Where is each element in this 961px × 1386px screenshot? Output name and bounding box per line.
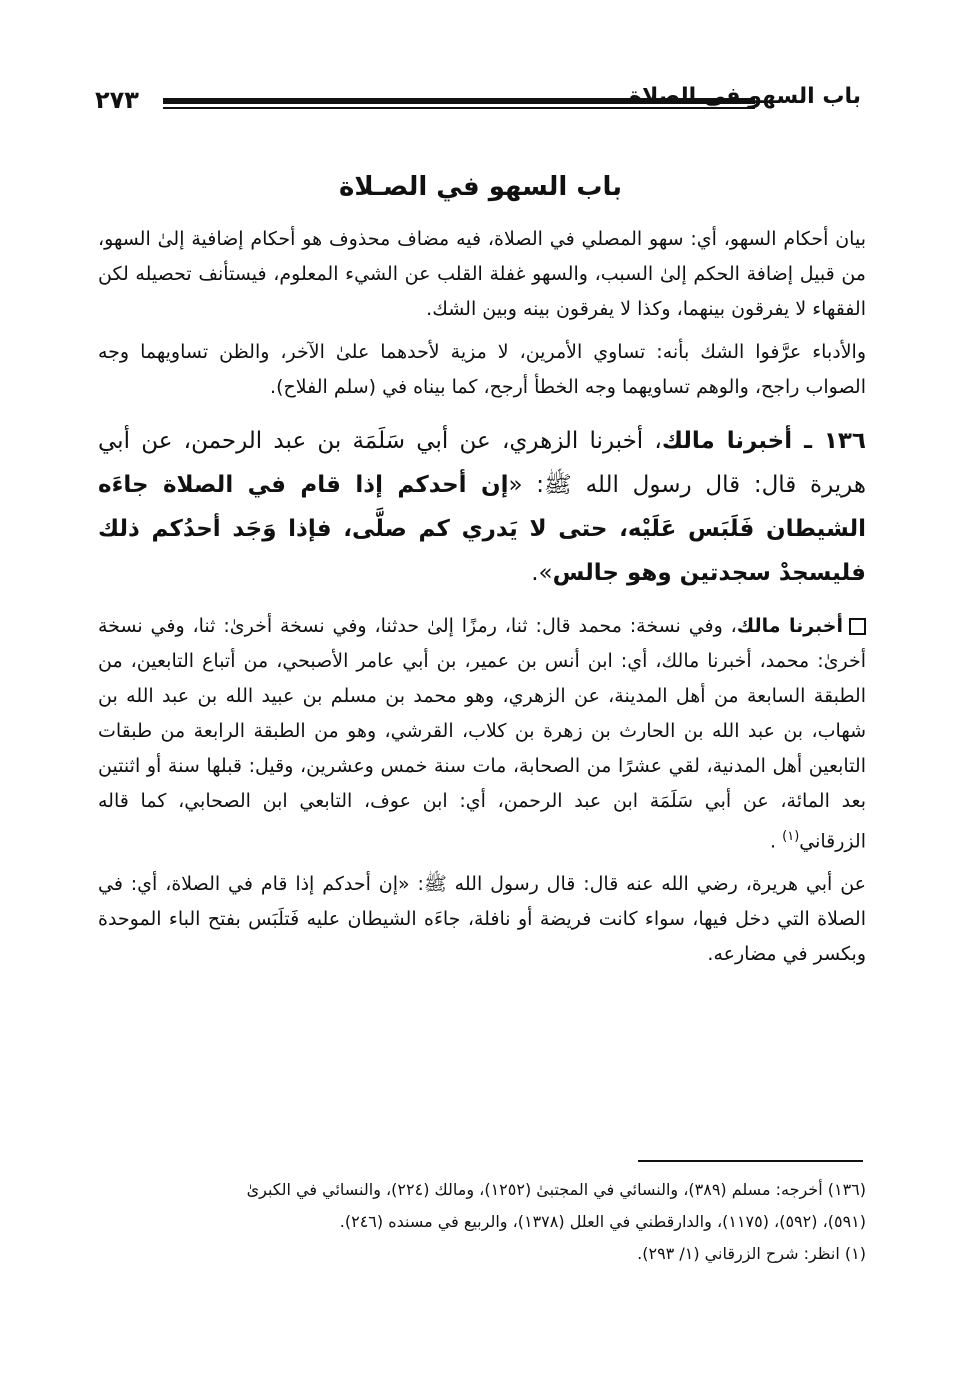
hadith-number-lead: ١٣٦ ـ أخبرنا مالك: [661, 428, 866, 454]
main-text: [98, 222, 866, 980]
commentary-text-1: ، وفي نسخة: محمد قال: ثنا، رمزًا إلىٰ حدثنا، وفي نسخة أخرىٰ: ثنا، وفي نسخة أخرىٰ: محمد، أخبرنا مالك، أي: ابن أنس بن عمير، بن أبي عامر الأصبحي، من أتباع التابعين، من الطبقة السابعة من أهل المدينة، عن الزهري، وهو محمد بن مسلم بن عبيد الله بن عبد الله بن شهاب، بن عبد الله بن الحارث بن زهرة بن كلاب، القرشي، وهو من الطبقة الرابعة من طبقات التابعين أهل المدنية، لقي عشرًا من الصحابة، مات سنة خمس وعشرين، وقيل: قبلها سنة أو اثنتين بعد المائة، عن أبي سَلَمَة ابن عبد الرحمن، أي: ابن عوف، التابعي ابن الصحابي، كما قاله الزرقاني: [98, 615, 866, 853]
footnote-ref[interactable]: (١): [782, 829, 800, 844]
footnote-136-line-2: (٥٩١)، (٥٩٢)، (١١٧٥)، والدارقطني في العلل (١٣٧٨)، والربيع في مسنده (٢٤٦).: [339, 1212, 866, 1231]
running-title: باب السهو في الصلاة: [629, 84, 861, 109]
footnote-1: (١) انظر: شرح الزرقاني (١/ ٢٩٣).: [637, 1244, 866, 1263]
footnote-136-line-1: (١٣٦) أخرجه: مسلم (٣٨٩)، والنسائي في المجتبىٰ (١٢٥٢)، ومالك (٢٢٤)، والنسائي في الكبرىٰ: [246, 1180, 866, 1199]
commentary-lead: أخبرنا مالك: [736, 615, 843, 637]
commentary-paragraph-1: [98, 609, 866, 859]
hadith-paragraph: [98, 419, 866, 595]
hadith-chain: ، أخبرنا الزهري، عن أبي سَلَمَة بن عبد الرحمن، عن أبي هريرة قال: قال رسول الله ﷺ: «: [98, 428, 866, 498]
intro-paragraph-1: بيان أحكام السهو، أي: سهو المصلي في الصلاة، فيه مضاف محذوف هو أحكام إضافية إلىٰ السهو، من قبيل إضافة الحكم إلىٰ السبب، والسهو غفلة القلب عن الشيء المعلوم، فيستأنف تحصيله لكن الفقهاء لا يفرقون بينهما، وكذا لا يفرقون بينه وبين الشك.: [98, 228, 866, 320]
commentary-end: .: [770, 830, 777, 853]
commentary-paragraph-2: عن أبي هريرة، رضي الله عنه قال: قال رسول الله ﷺ: «إن أحدكم إذا قام في الصلاة، أي: في الصلاة التي دخل فيها، سواء كانت فريضة أو نافلة، جاءَه الشيطان عليه فَتلَبَس بفتح الباء الموحدة وبكسر في مضارعه.: [98, 873, 866, 966]
chapter-title: باب السهو في الصـلاة: [338, 172, 622, 202]
page-number: ٢٧٣: [95, 86, 139, 114]
footnotes: [98, 1174, 866, 1270]
square-marker-icon: [849, 618, 866, 635]
page-header: [95, 84, 861, 124]
intro-paragraph-2: والأدباء عرَّفوا الشك بأنه: تساوي الأمرين، لا مزية لأحدهما علىٰ الآخر، والظن تساويهما وجه الصواب راجح، والوهم تساويهما وجه الخطأ أرجح، كما بيناه في (سلم الفلاح).: [98, 341, 866, 398]
footnote-rule: [638, 1160, 863, 1162]
hadith-text: إن أحدكم إذا قام في الصلاة جاءَه الشيطان فَلَبَس عَلَيْه، حتى لا يَدري كم صلَّى، فإذا وَجَد أحدُكم ذلك فليسجدْ سجدتين وهو جالس: [98, 472, 866, 586]
hadith-close: ».: [531, 560, 553, 586]
